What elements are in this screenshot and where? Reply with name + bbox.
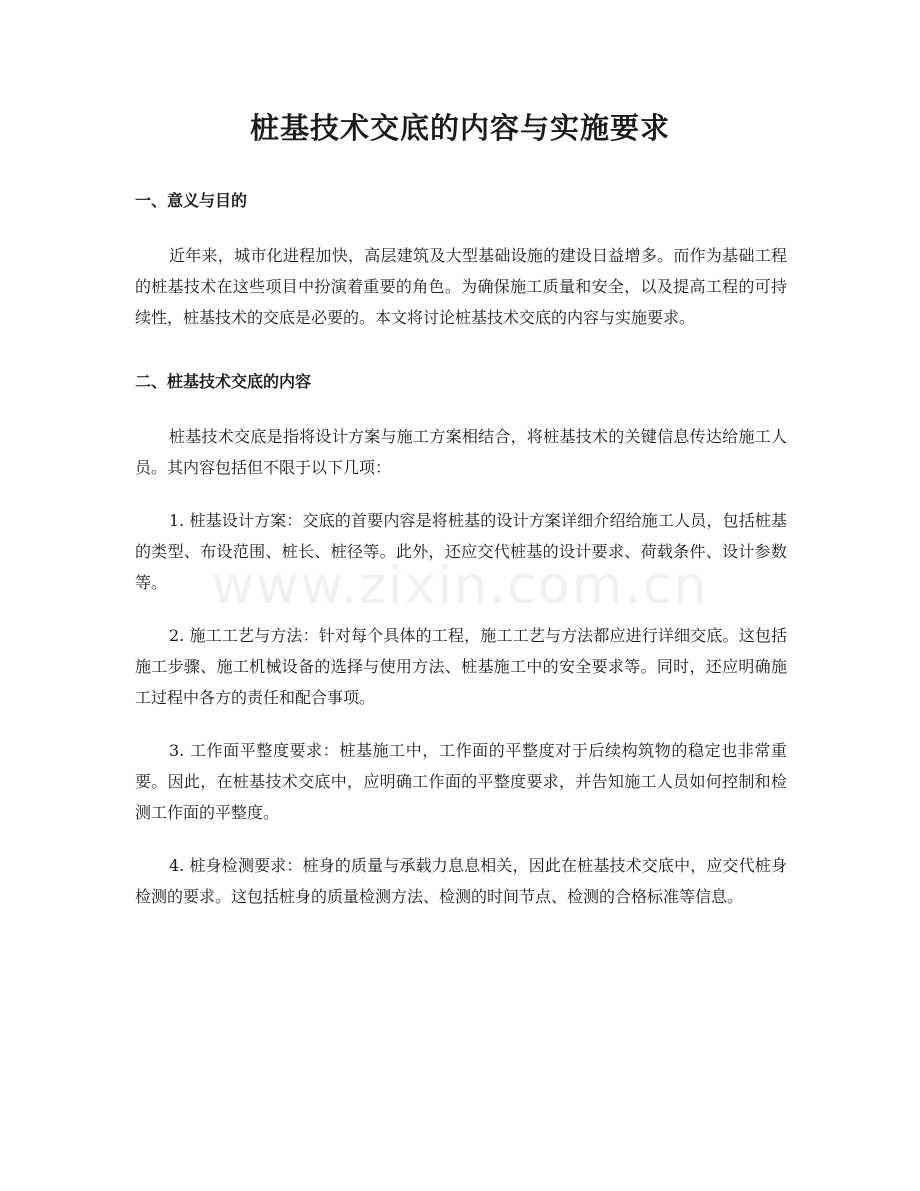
- document-title: 桩基技术交底的内容与实施要求: [249, 111, 670, 145]
- list-item-flatness: 3. 工作面平整度要求：桩基施工中，工作面的平整度对于后续构筑物的稳定也非常重要。因此，在桩基技术交底中，应明确工作面的平整度要求，并告知施工人员如何控制和检测工作面的平整度。: [135, 741, 787, 822]
- watermark: www.zixin.com.cn: [211, 556, 709, 616]
- paragraph: 近年来，城市化进程加快，高层建筑及大型基础设施的建设日益增多。而作为基础工程的桩基技术在这些项目中扮演着重要的角色。为确保施工质量和安全，以及提高工程的可持续性，桩基技术的交底是必要的。本文将讨论桩基技术交底的内容与实施要求。: [135, 246, 787, 327]
- section-heading: 一、意义与目的: [135, 191, 248, 210]
- section-significance: [135, 186, 787, 333]
- list-item-pile-design: 1. 桩基设计方案：交底的首要内容是将桩基的设计方案详细介绍给施工人员，包括桩基的类型、布设范围、桩长、桩径等。此外，还应交代桩基的设计要求、荷载条件、设计参数等。: [135, 511, 787, 592]
- list-item-construction-method: 2. 施工工艺与方法：针对每个具体的工程，施工工艺与方法都应进行详细交底。这包括施工步骤、施工机械设备的选择与使用方法、桩基施工中的安全要求等。同时，还应明确施工过程中各方的责任和配合事项。: [135, 626, 787, 707]
- section-content: [135, 367, 787, 912]
- list-item-pile-inspection: 4. 桩身检测要求：桩身的质量与承载力息息相关，因此在桩基技术交底中，应交代桩身检测的要求。这包括桩身的质量检测方法、检测的时间节点、检测的合格标准等信息。: [135, 856, 787, 906]
- section-heading: 二、桩基技术交底的内容: [135, 372, 312, 391]
- paragraph: 桩基技术交底是指将设计方案与施工方案相结合，将桩基技术的关键信息传达给施工人员。其内容包括但不限于以下几项：: [135, 427, 787, 477]
- document-body: [135, 186, 787, 934]
